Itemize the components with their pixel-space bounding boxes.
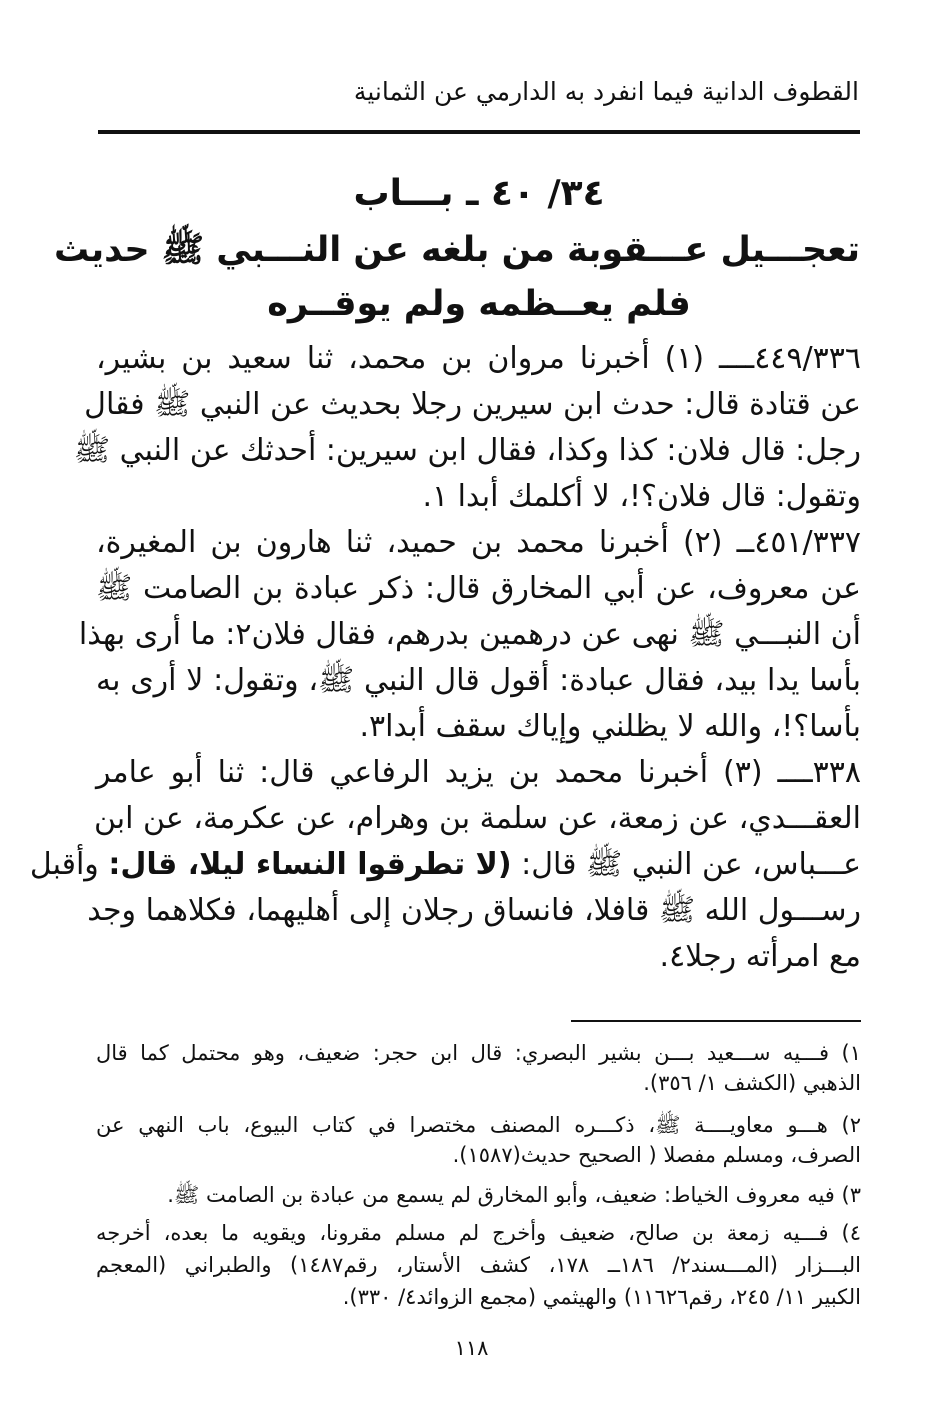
body-line: عن قتادة قال: حدث ابن سيرين رجلا بحديث عن النبي ﷺ فقال: [84, 387, 861, 422]
footnote-line: البـــزار (المـــسند٢/ ١٨٦ــ ١٧٨، كشف الأستار، رقم١٤٨٧) والطبراني (المعجم: [96, 1253, 861, 1277]
footnote-line: ١) فـــيه ســـعيد بـــن بشير البصري: قال ابن حجر: ضعيف، وهو محتمل كما قال: [96, 1041, 861, 1065]
footnote-line: ٢) هـــو معاويــــة ﷺ، ذكـــره المصنف مختصرا في كتاب البيوع، باب النهي عن: [96, 1113, 861, 1137]
chapter-title-line-2: فلم يعــظمه ولم يوقــره: [267, 284, 691, 324]
chapter-title-line-1: تعجـــيل عـــقوبة من بلغه عن النـــبي ﷺ حديث: [53, 230, 860, 270]
body-line: العقـــدي، عن زمعة، عن سلمة بن وهرام، عن عكرمة، عن ابن: [93, 801, 861, 836]
body-line: أن النبـــي ﷺ نهى عن درهمين بدرهم، فقال فلان٢: ما أرى بهذا: [78, 617, 861, 652]
footnote-line: ٣) فيه معروف الخياط: ضعيف، وأبو المخارق لم يسمع من عبادة بن الصامت ﷺ.: [167, 1183, 861, 1207]
footnote-line: الذهبي (الكشف ١/ ٣٥٦).: [643, 1071, 861, 1095]
body-line: عن معروف، عن أبي المخارق قال: ذكر عبادة بن الصامت ﷺ: [96, 571, 861, 606]
body-line: ٤٤٩/٣٣٦ــــ (١) أخبرنا مروان بن محمد، ثنا سعيد بن بشير،: [96, 341, 861, 376]
body-line: رجل: قال فلان: كذا وكذا، فقال ابن سيرين: أحدثك عن النبي ﷺ: [73, 433, 861, 468]
chapter-number: ٣٤/ ٤٠ ـ بـــاب: [353, 173, 605, 214]
body-line: بأسا؟!، والله لا يظلني وإياك سقف أبدا٣.: [359, 709, 861, 744]
body-line: ٣٣٨ــــ (٣) أخبرنا محمد بن يزيد الرفاعي قال: ثنا أبو عامر: [96, 755, 862, 790]
page-number: ١١٨: [454, 1336, 489, 1360]
header-rule: [98, 130, 860, 134]
body-line: مع امرأته رجلا٤.: [659, 939, 861, 974]
body-line: رســـول الله ﷺ قافلا، فانساق رجلان إلى أهليهما، فكلاهما وجد: [87, 893, 861, 928]
footnote-line: الكبير ١١/ ٢٤٥، رقم١١٦٢٦) والهيثمي (مجمع الزوائد٤/ ٣٣٠).: [342, 1285, 861, 1309]
footnote-rule: [571, 1020, 861, 1022]
running-head: القطوف الدانية فيما انفرد به الدارمي عن الثمانية: [353, 77, 859, 106]
body-line: بأسا يدا بيد، فقال عبادة: أقول قال النبي ﷺ، وتقول: لا أرى به: [96, 663, 861, 698]
hadith-quote: (لا تطرقوا النساء ليلا، قال:: [108, 847, 512, 882]
footnote-line: الصرف، ومسلم مفصلا ( الصحيح حديث(١٥٨٧).: [452, 1143, 861, 1167]
body-line: وتقول: قال فلان؟!، لا أكلمك أبدا ١.: [422, 479, 861, 514]
body-line: ٤٥١/٣٣٧ــ (٢) أخبرنا محمد بن حميد، ثنا هارون بن المغيرة،: [96, 525, 861, 560]
footnote-line: ٤) فـــيه زمعة بن صالح، ضعيف وأخرج لم مسلم مقرونا، ويقويه ما بعده، أخرجه: [96, 1221, 861, 1245]
body-line: عـــباس، عن النبي ﷺ قال: (لا تطرقوا النساء ليلا، قال: وأقبل: [29, 847, 861, 882]
